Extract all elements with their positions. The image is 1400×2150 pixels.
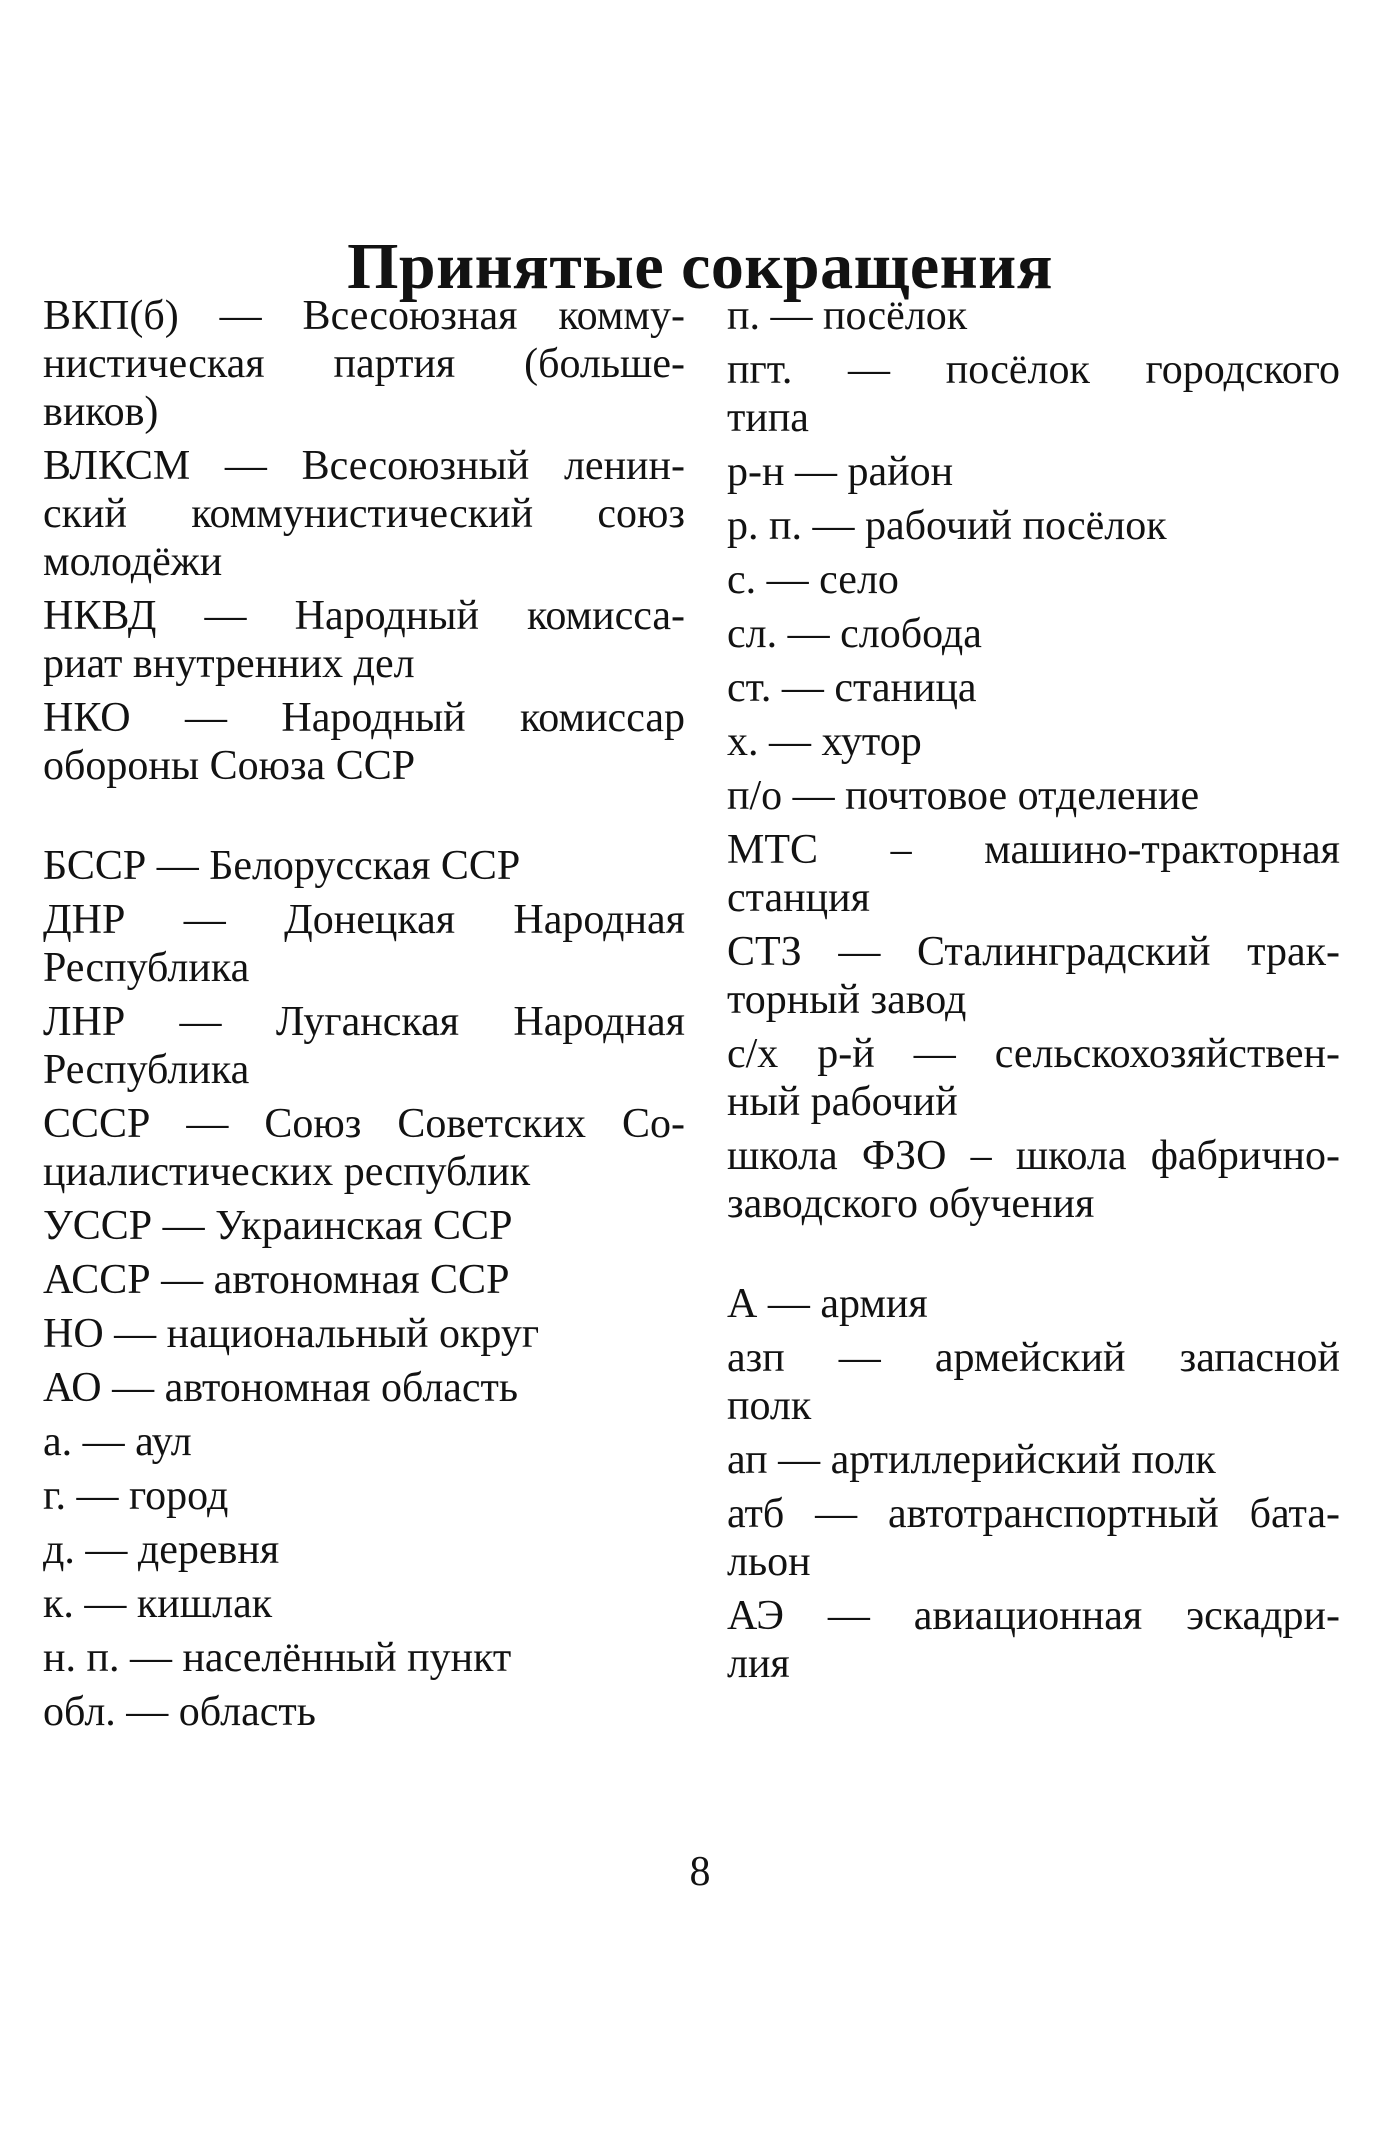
- entry-line: школа ФЗО – школа фабрично-: [727, 1133, 1340, 1179]
- abbreviation-entry: [43, 896, 685, 992]
- abbreviation-entry: [727, 346, 1340, 442]
- entry-line: пгт. — посёлок городского: [727, 347, 1340, 393]
- entry-line: НКО — Народный комиссар: [43, 695, 685, 741]
- abbreviation-entry: [727, 448, 1340, 496]
- abbreviation-entry: [727, 502, 1340, 550]
- abbreviation-entry: [43, 442, 685, 586]
- abbreviation-entry: [727, 1334, 1340, 1430]
- entry-line: типа: [727, 395, 809, 441]
- entry-line: п. — посёлок: [727, 293, 968, 339]
- entry-line: АЭ — авиационная эскадри-: [727, 1593, 1340, 1639]
- entry-line: г. — город: [43, 1473, 229, 1519]
- entry-line: обл. — область: [43, 1689, 316, 1735]
- entry-line: НКВД — Народный комисса-: [43, 593, 685, 639]
- abbreviation-entry: [43, 1580, 685, 1628]
- entry-line: Республика: [43, 945, 250, 991]
- abbreviation-entry: [727, 556, 1340, 604]
- entry-line: д. — деревня: [43, 1527, 280, 1573]
- entry-line: ЛНР — Луганская Народная: [43, 999, 685, 1045]
- entry-line: молодёжи: [43, 539, 223, 585]
- abbreviation-entry: [727, 292, 1340, 340]
- entry-line: обороны Союза ССР: [43, 743, 416, 789]
- entry-line: р-н — район: [727, 449, 954, 495]
- abbreviation-entry: [727, 928, 1340, 1024]
- abbreviation-entry: [43, 842, 685, 890]
- entry-line: риат внутренних дел: [43, 641, 415, 687]
- abbreviation-entry: [43, 592, 685, 688]
- entry-line: ап — артиллерийский полк: [727, 1437, 1216, 1483]
- entry-line: а. — аул: [43, 1419, 192, 1465]
- abbreviation-entry: [727, 1132, 1340, 1228]
- entry-line: Республика: [43, 1047, 250, 1093]
- abbreviation-entry: [43, 1310, 685, 1358]
- entry-line: А — армия: [727, 1281, 928, 1327]
- entry-line: СТЗ — Сталинградский трак-: [727, 929, 1340, 975]
- entry-line: к. — кишлак: [43, 1581, 273, 1627]
- entry-line: лия: [727, 1641, 790, 1687]
- abbreviation-entry: [727, 1280, 1340, 1328]
- entry-line: НО — национальный округ: [43, 1311, 540, 1357]
- entry-line: ский коммунистический союз: [43, 491, 685, 537]
- entry-line: БССР — Белорусская ССР: [43, 843, 521, 889]
- entry-line: ДНР — Донецкая Народная: [43, 897, 685, 943]
- page-title: Принятые сокращения: [347, 230, 1053, 303]
- right-column: [727, 292, 1340, 1694]
- entry-line: АО — автономная область: [43, 1365, 519, 1411]
- abbreviation-entry: [727, 1490, 1340, 1586]
- entry-line: ный рабочий: [727, 1079, 958, 1125]
- abbreviation-entry: [43, 998, 685, 1094]
- entry-line: ВЛКСМ — Всесоюзный ленин-: [43, 443, 685, 489]
- entry-line: ВКП(б) — Всесоюзная комму-: [43, 293, 685, 339]
- entry-line: циалистических республик: [43, 1149, 531, 1195]
- abbreviation-entry: [43, 1472, 685, 1520]
- entry-line: виков): [43, 389, 159, 435]
- abbreviation-entry: [727, 664, 1340, 712]
- entry-line: сл. — слобода: [727, 611, 982, 657]
- entry-line: нистическая партия (больше-: [43, 341, 685, 387]
- entry-line: ст. — станица: [727, 665, 977, 711]
- entry-line: станция: [727, 875, 870, 921]
- entry-line: п/о — почтовое отделение: [727, 773, 1200, 819]
- left-column: [43, 292, 685, 1742]
- abbreviation-entry: [43, 1364, 685, 1412]
- abbreviation-entry: [43, 292, 685, 436]
- page-number: 8: [689, 1849, 711, 1895]
- abbreviation-entry: [727, 718, 1340, 766]
- entry-line: р. п. — рабочий посёлок: [727, 503, 1167, 549]
- entry-line: х. — хутор: [727, 719, 922, 765]
- abbreviation-entry: [727, 772, 1340, 820]
- entry-line: азп — армейский запасной: [727, 1335, 1340, 1381]
- abbreviation-entry: [727, 610, 1340, 658]
- abbreviation-entry: [43, 1688, 685, 1736]
- entry-line: торный завод: [727, 977, 967, 1023]
- abbreviation-entry: [727, 826, 1340, 922]
- entry-line: АССР — автономная ССР: [43, 1257, 510, 1303]
- entry-line: заводского обучения: [727, 1181, 1095, 1227]
- entry-line: с/х р-й — сельскохозяйствен-: [727, 1031, 1340, 1077]
- entry-line: МТС – машино-тракторная: [727, 827, 1340, 873]
- entry-line: с. — село: [727, 557, 899, 603]
- abbreviation-entry: [43, 1256, 685, 1304]
- entry-line: атб — автотранспортный бата-: [727, 1491, 1340, 1537]
- abbreviation-entry: [727, 1436, 1340, 1484]
- abbreviation-entry: [43, 1634, 685, 1682]
- entry-line: полк: [727, 1383, 812, 1429]
- abbreviation-entry: [727, 1030, 1340, 1126]
- entry-line: н. п. — населённый пункт: [43, 1635, 512, 1681]
- abbreviation-entry: [43, 694, 685, 790]
- abbreviation-entry: [727, 1592, 1340, 1688]
- abbreviation-entry: [43, 1100, 685, 1196]
- abbreviation-entry: [43, 1202, 685, 1250]
- abbreviation-entry: [43, 1526, 685, 1574]
- abbreviation-entry: [43, 1418, 685, 1466]
- entry-line: УССР — Украинская ССР: [43, 1203, 513, 1249]
- entry-line: льон: [727, 1539, 811, 1585]
- entry-line: СССР — Союз Советских Со-: [43, 1101, 685, 1147]
